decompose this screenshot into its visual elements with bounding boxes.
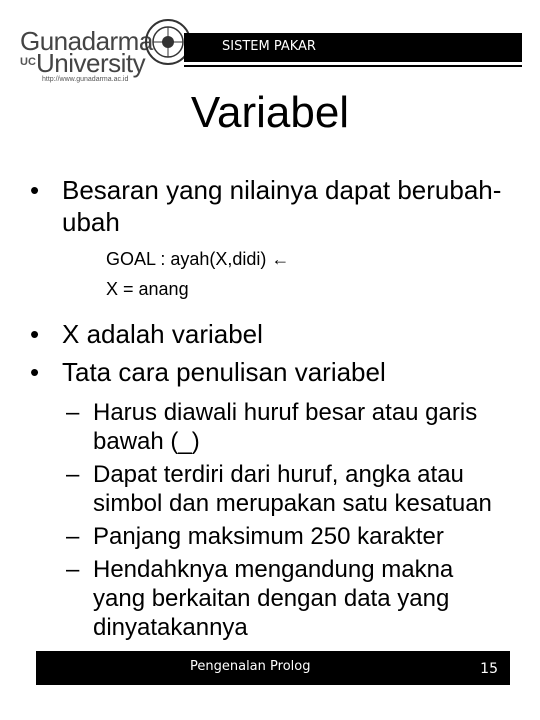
bullet-icon: •	[30, 175, 40, 205]
dash-icon: –	[66, 523, 80, 550]
bullet-text: Besaran yang nilainya dapat berubah-ubah	[62, 175, 502, 237]
footer-bar	[36, 651, 510, 685]
bullet-icon: •	[30, 319, 40, 349]
dash-icon: –	[66, 399, 80, 426]
header-divider	[184, 65, 522, 67]
slide-title: Variabel	[190, 88, 350, 137]
subbullet-text: Hendahknya mengandung makna yang berkaitan dengan data yang dinyatakannya	[93, 556, 454, 641]
page-number: 15	[480, 661, 498, 677]
subbullet-text: Panjang maksimum 250 karakter	[93, 523, 444, 550]
dash-icon: –	[66, 461, 80, 488]
slide-content	[30, 174, 510, 642]
subbullet-item	[30, 460, 510, 518]
bullet-item	[30, 318, 510, 350]
subbullet-item	[30, 555, 510, 642]
subbullet-item	[30, 522, 510, 551]
logo-name-line1: Gunadarma	[20, 26, 153, 56]
code-line: GOAL : ayah(X,didi) ←	[106, 249, 290, 269]
bullet-icon: •	[30, 357, 40, 387]
footer-text: Pengenalan Prolog	[190, 659, 311, 674]
code-line: X = anang	[106, 279, 189, 299]
subbullet-text: Harus diawali huruf besar atau garis bawah (_)	[93, 399, 478, 455]
header-label: SISTEM PAKAR	[222, 39, 316, 54]
logo-url: http://www.gunadarma.ac.id	[42, 76, 129, 83]
logo-name-line2: University	[36, 48, 146, 78]
bullet-item	[30, 174, 510, 238]
subbullet-text: Dapat terdiri dari huruf, angka atau simbol dan merupakan satu kesatuan	[93, 461, 492, 517]
bullet-item	[30, 356, 510, 388]
university-logo	[16, 18, 186, 83]
bullet-text: X adalah variabel	[62, 319, 263, 349]
subbullet-item	[30, 398, 510, 456]
dash-icon: –	[66, 556, 80, 583]
header-bar	[184, 33, 522, 62]
logo-uc: UC	[20, 56, 36, 68]
bullet-text: Tata cara penulisan variabel	[62, 357, 386, 387]
